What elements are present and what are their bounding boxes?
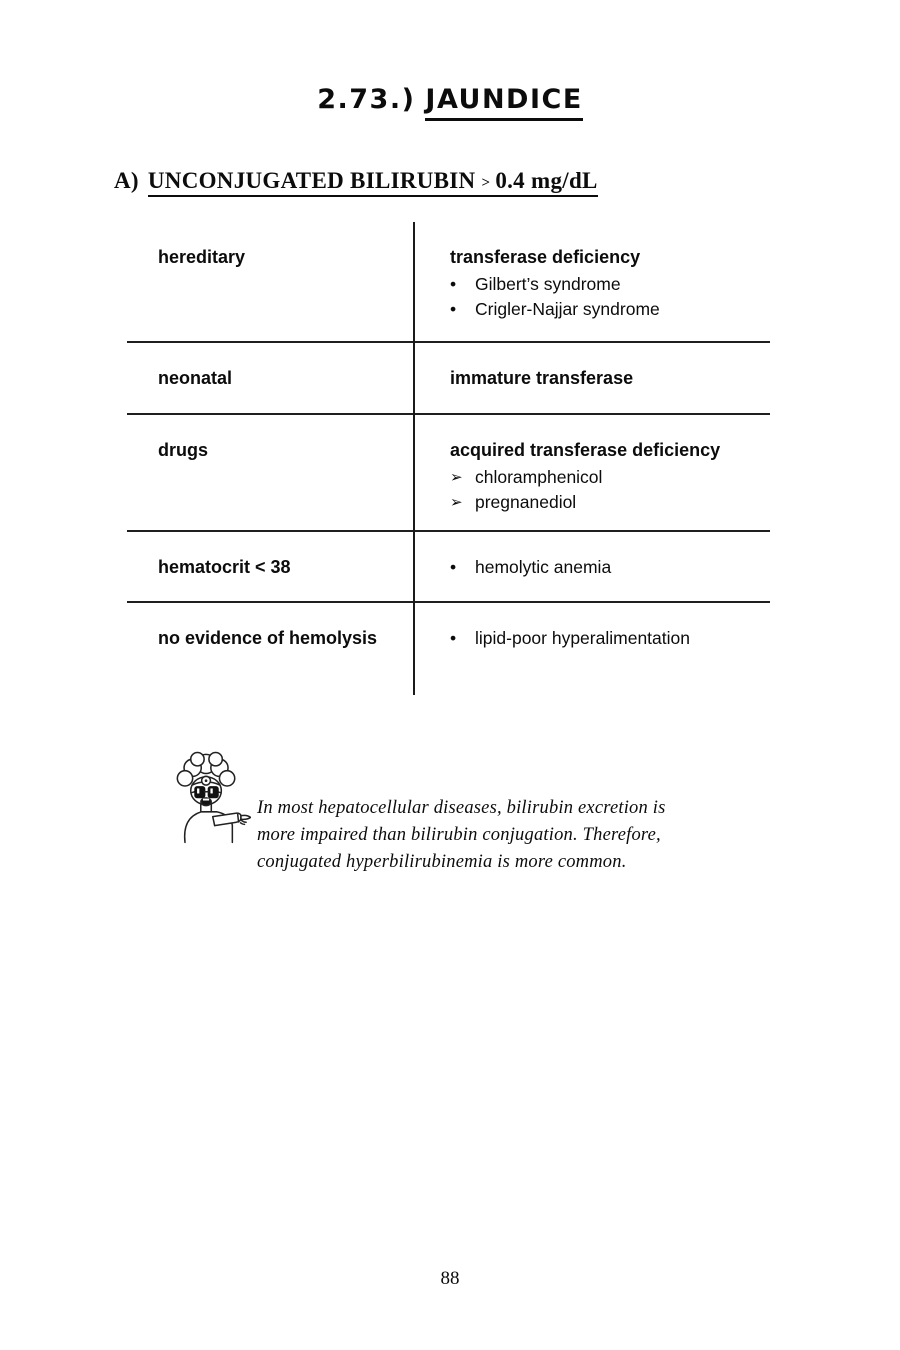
note-line: more impaired than bilirubin conjugation. Therefore, <box>257 825 661 845</box>
cause-cell: hematocrit < 38 <box>158 557 291 577</box>
mechanism-title: acquired transferase deficiency <box>450 440 721 460</box>
list-item-text: Gilbert’s syndrome <box>475 274 621 294</box>
list-item-text: lipid-poor hyperalimentation <box>475 628 690 648</box>
list-item-text: hemolytic anemia <box>475 557 612 577</box>
list-item <box>450 465 766 490</box>
chapter-number: 2.73.) <box>317 84 416 115</box>
list-item-text: chloramphenicol <box>475 467 603 487</box>
list-item <box>450 297 766 322</box>
table-row-drugs <box>127 415 770 532</box>
bullet-icon: • <box>450 628 457 648</box>
section-heading-name: UNCONJUGATED BILIRUBIN <box>147 168 476 193</box>
list-item-text: pregnanediol <box>475 492 577 512</box>
mechanism-title: immature transferase <box>450 368 634 388</box>
mechanism-cell <box>413 343 770 413</box>
cause-cell: hereditary <box>158 247 246 267</box>
cause-cell: no evidence of hemolysis <box>158 628 378 648</box>
table-row-hematocrit <box>127 532 770 603</box>
margin-note <box>163 748 666 876</box>
greater-than-symbol: > <box>481 175 491 191</box>
section-heading-threshold: 0.4 mg/dL <box>495 168 598 193</box>
causes-table <box>127 222 770 695</box>
arrow-bullet-icon: ➢ <box>450 494 463 511</box>
page-number: 88 <box>440 1268 460 1289</box>
mechanism-cell <box>413 222 770 341</box>
doctor-pointing-icon <box>163 748 251 845</box>
cause-cell: neonatal <box>158 368 233 388</box>
bullet-icon: • <box>450 299 457 319</box>
bullet-icon: • <box>450 274 457 294</box>
list-item <box>450 555 766 580</box>
list-item <box>450 490 766 515</box>
arrow-bullet-icon: ➢ <box>450 469 463 486</box>
section-label: A) <box>114 168 139 193</box>
table-row-hereditary <box>127 222 770 343</box>
note-line: conjugated hyperbilirubinemia is more common. <box>257 852 627 872</box>
mechanism-cell <box>413 532 770 601</box>
cause-cell: drugs <box>158 440 209 460</box>
table-column-divider <box>413 222 415 695</box>
note-text <box>257 795 666 876</box>
bullet-icon: • <box>450 557 457 577</box>
mechanism-cell <box>413 415 770 530</box>
table-row-neonatal <box>127 343 770 415</box>
table-row-no-hemolysis <box>127 603 770 695</box>
list-item <box>450 272 766 297</box>
section-heading-text <box>148 168 598 197</box>
note-line: In most hepatocellular diseases, bilirubin excretion is <box>257 798 666 818</box>
chapter-title: JAUNDICE <box>425 84 582 121</box>
list-item <box>450 626 766 651</box>
section-heading <box>114 168 598 194</box>
page-title <box>0 84 900 115</box>
mechanism-cell <box>413 603 770 695</box>
mechanism-title: transferase deficiency <box>450 247 641 267</box>
list-item-text: Crigler-Najjar syndrome <box>475 299 660 319</box>
